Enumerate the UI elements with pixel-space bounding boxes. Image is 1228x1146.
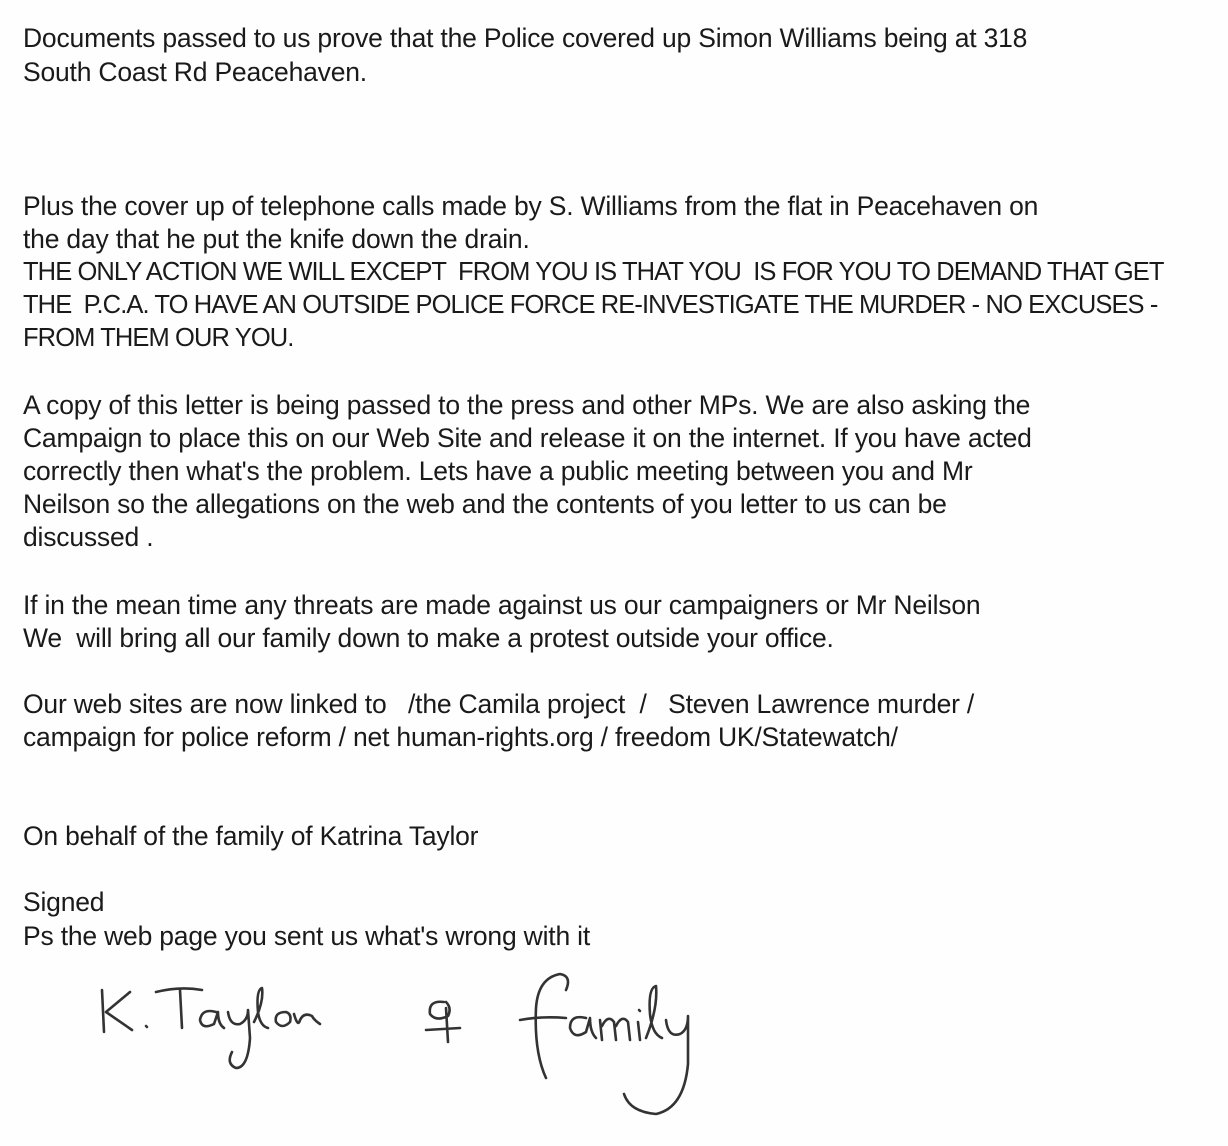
letter-line: A copy of this letter is being passed to the press and other MPs. We are also asking the: [23, 390, 1031, 420]
letter-line: Plus the cover up of telephone calls made by S. Williams from the flat in Peacehaven on: [23, 191, 1039, 221]
letter-line: We will bring all our family down to make a protest outside your office.: [23, 623, 834, 653]
letter-line: South Coast Rd Peacehaven.: [23, 57, 367, 87]
letter-line: discussed .: [23, 522, 154, 552]
letter-line: Documents passed to us prove that the Police covered up Simon Williams being at 318: [23, 23, 1028, 53]
letter-line: correctly then what's the problem. Lets have a public meeting between you and Mr: [23, 456, 973, 486]
letter-line: Neilson so the allegations on the web and the contents of you letter to us can be: [23, 489, 947, 519]
postscript-line: Ps the web page you sent us what's wrong with it: [23, 921, 590, 951]
letter-line: campaign for police reform / net human-rights.org / freedom UK/Statewatch/: [23, 722, 898, 752]
letter-line-caps: THE P.C.A. TO HAVE AN OUTSIDE POLICE FORCE RE-INVESTIGATE THE MURDER - NO EXCUSES -: [23, 291, 1158, 319]
handwritten-signature: [90, 968, 730, 1128]
letter-line-caps: FROM THEM OUR YOU.: [23, 324, 294, 352]
letter-line-caps: THE ONLY ACTION WE WILL EXCEPT FROM YOU IS THAT YOU IS FOR YOU TO DEMAND THAT GET: [23, 258, 1164, 286]
letter-line: the day that he put the knife down the drain.: [23, 224, 530, 254]
signed-label: Signed: [23, 887, 105, 917]
letter-line: Campaign to place this on our Web Site and release it on the internet. If you have acted: [23, 423, 1032, 453]
letter-line: Our web sites are now linked to /the Camila project / Steven Lawrence murder /: [23, 689, 975, 719]
letter-line: If in the mean time any threats are made against us our campaigners or Mr Neilson: [23, 590, 981, 620]
closing-line: On behalf of the family of Katrina Taylor: [23, 821, 479, 851]
